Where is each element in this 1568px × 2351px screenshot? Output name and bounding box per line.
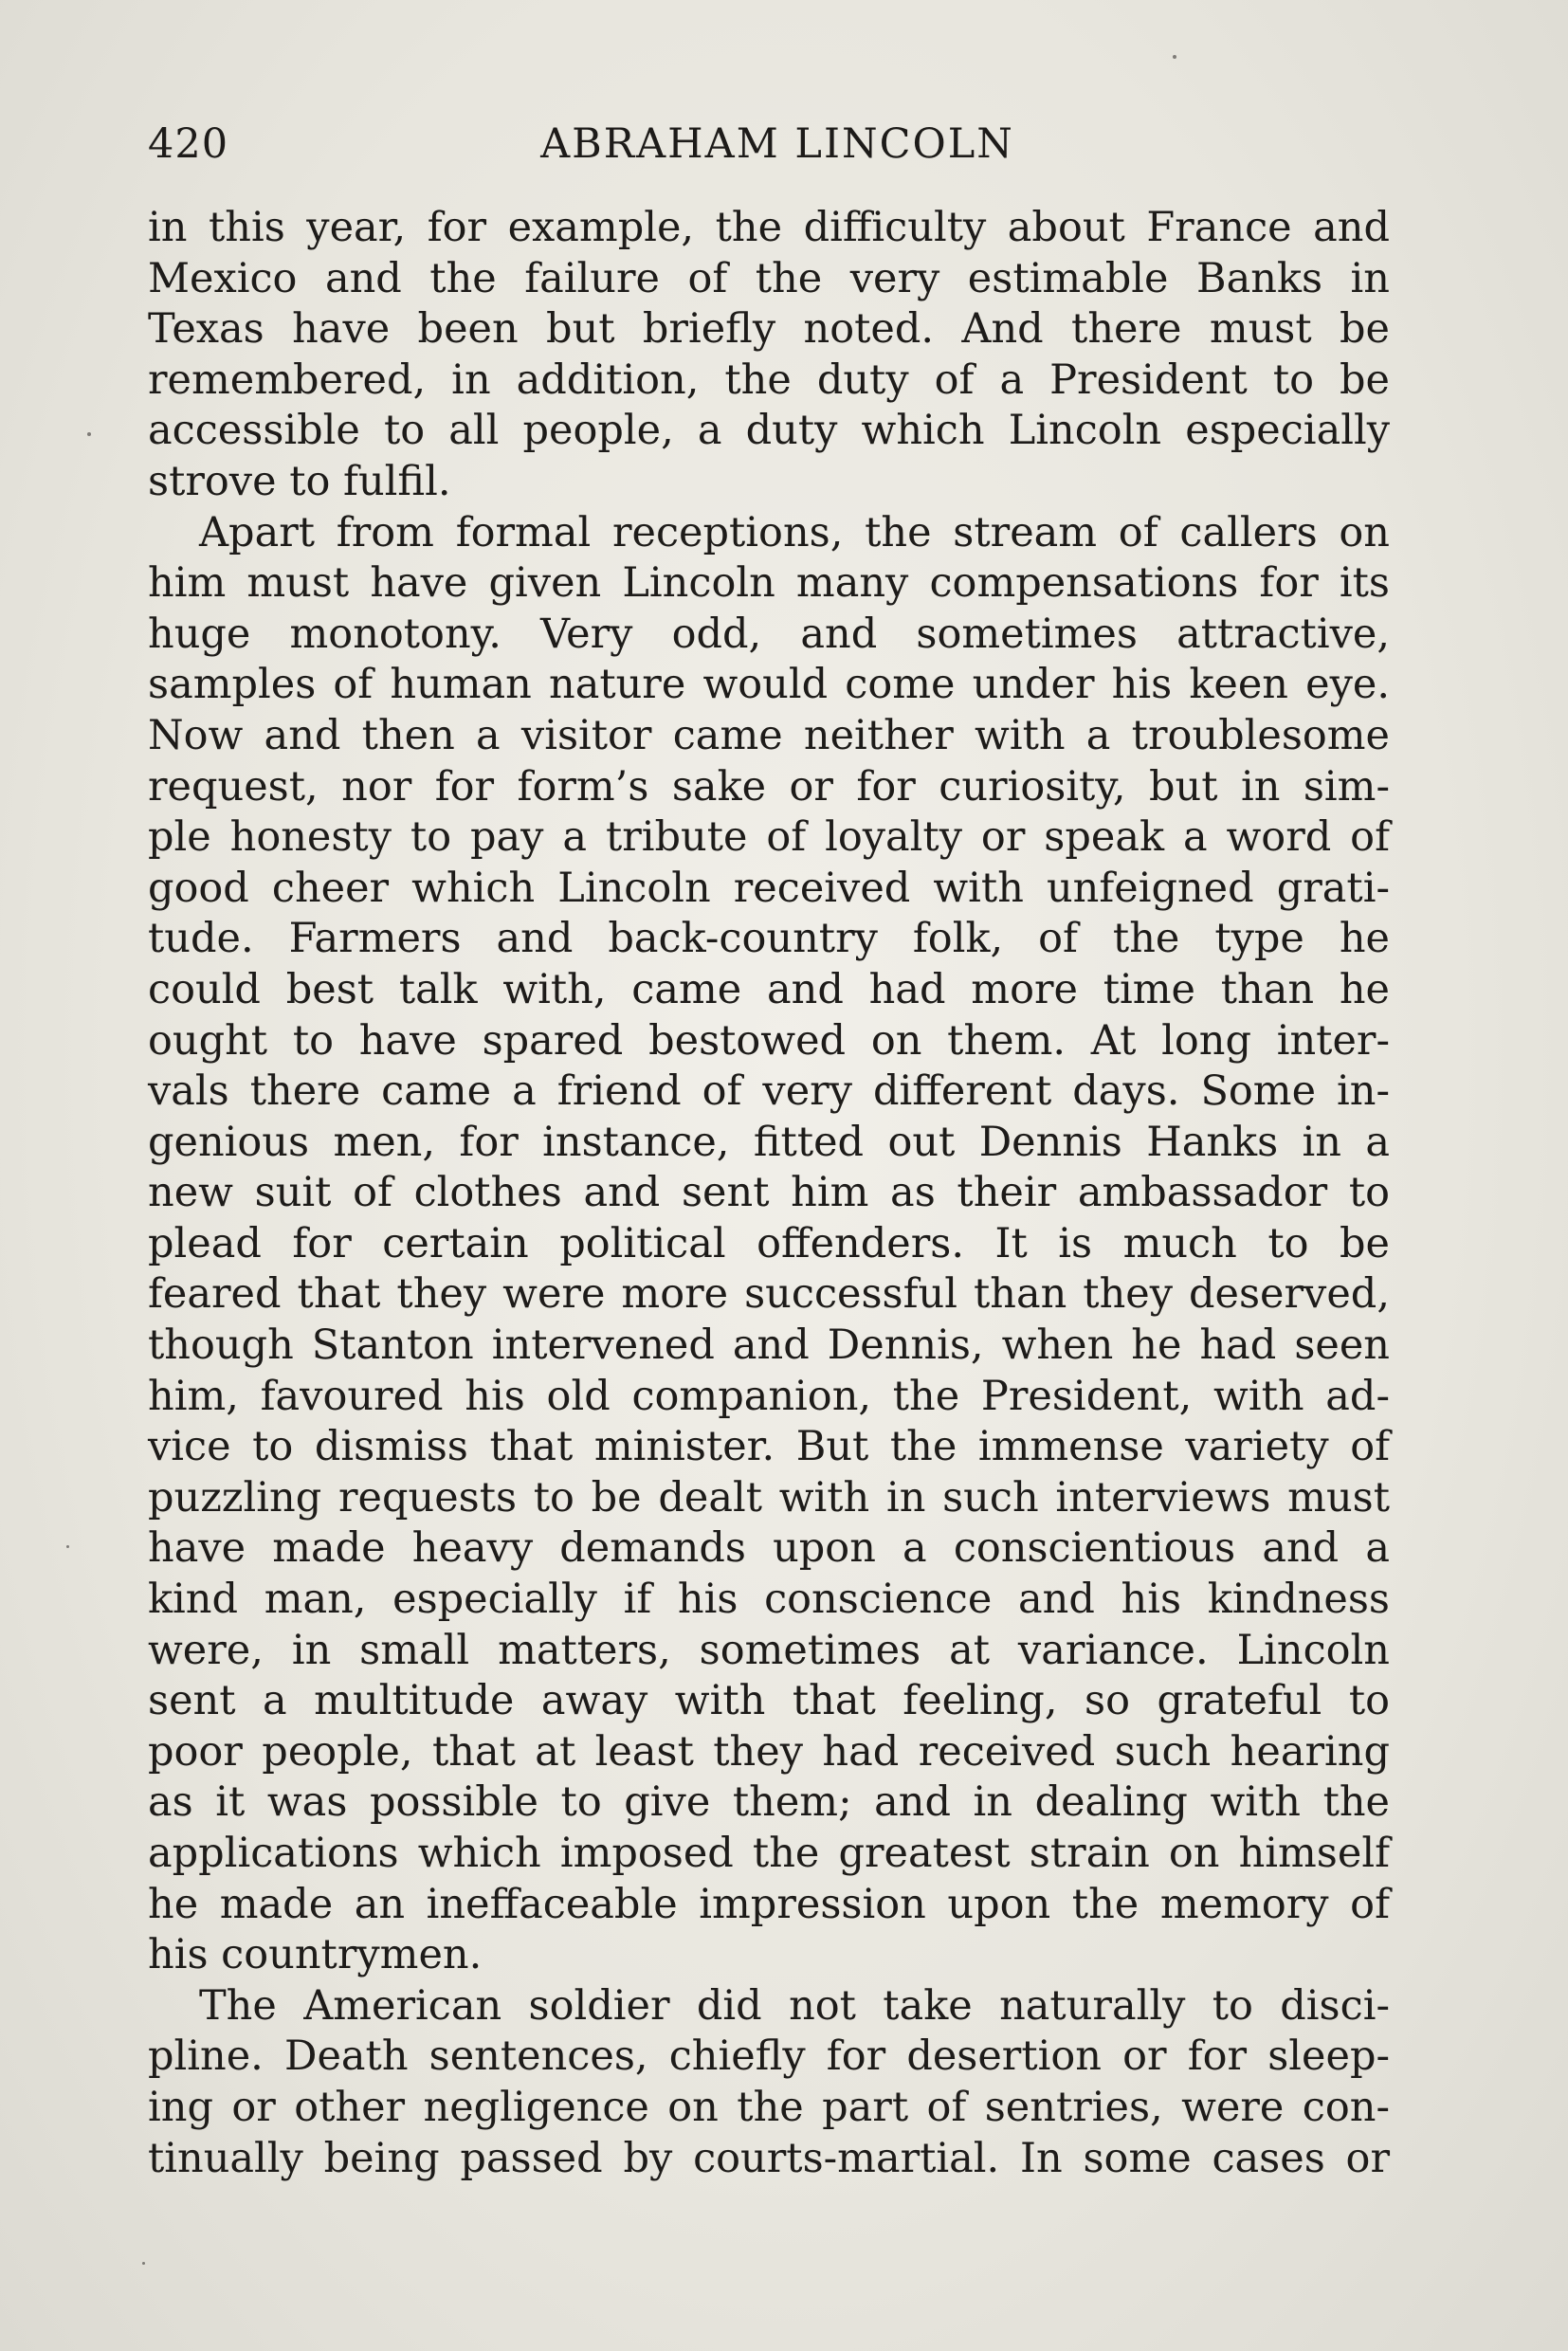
text-line: kind man, especially if his conscience and his kindness [148,1576,1390,1624]
text-line: tude. Farmers and back-country folk, of the type he [148,915,1390,963]
paragraph [148,508,1390,1981]
running-title: ABRAHAM LINCOLN [540,120,1014,168]
text-line: have made heavy demands upon a conscientious and a [148,1524,1390,1573]
paper-speck [1173,55,1176,59]
text-line: Now and then a visitor came neither with a troublesome [148,711,1390,759]
text-line: huge monotony. Very odd, and sometimes attractive, [148,610,1390,658]
paper-speck [142,2262,145,2265]
text-line: his countrymen. [148,1931,483,1979]
text-line: him must have given Lincoln many compensations for its [148,559,1390,608]
text-line: him, favoured his old companion, the President, with ad- [148,1372,1390,1420]
text-line: ple honesty to pay a tribute of loyalty or speak a word of [148,813,1390,862]
text-line: applications which imposed the greatest strain on himself [148,1830,1390,1877]
text-line: Mexico and the failure of the very estimable Banks in [148,254,1390,302]
text-line: accessible to all people, a duty which Lincoln especially [148,407,1390,455]
text-line: plead for certain political offenders. It is much to be [148,1219,1390,1267]
text-line: poor people, that at least they had received such hearing [148,1727,1390,1776]
text-line: Texas have been but briefly noted. And there must be [148,305,1390,354]
text-line: though Stanton intervened and Dennis, when he had seen [148,1321,1390,1370]
text-line: sent a multitude away with that feeling, so grateful to [148,1677,1390,1725]
paragraph [148,1981,1390,2184]
paper-speck [66,1545,69,1548]
paper-speck [87,432,91,436]
text-line: ought to have spared bestowed on them. At long inter- [148,1016,1390,1065]
text-line: vals there came a friend of very different days. Some in- [148,1067,1390,1116]
text-line: new suit of clothes and sent him as their ambassador to [148,1169,1390,1217]
text-line: as it was possible to give them; and in dealing with the [148,1778,1390,1827]
text-line: remembered, in addition, the duty of a President to be [148,355,1390,404]
text-line: in this year, for example, the difficulty about France and [148,204,1390,251]
page-number: 420 [148,120,229,168]
text-line: ing or other negligence on the part of sentries, were con- [148,2083,1390,2131]
text-line: good cheer which Lincoln received with unfeigned grati- [148,864,1390,912]
text-line: tinually being passed by courts-martial. In some cases or [148,2134,1390,2182]
text-line: Apart from formal receptions, the stream of callers on [199,508,1390,556]
text-line: feared that they were more successful than they deserved, [148,1270,1390,1319]
text-line: strove to fulfil. [148,457,451,505]
paragraph [148,203,1390,508]
text-line: The American soldier did not take naturally to disci- [199,1981,1390,2030]
running-head [148,116,1399,173]
text-line: puzzling requests to be dealt with in such interviews must [148,1473,1390,1522]
text-line: were, in small matters, sometimes at variance. Lincoln [148,1626,1390,1674]
text-line: genious men, for instance, fitted out Dennis Hanks in a [148,1118,1390,1166]
text-line: pline. Death sentences, chiefly for desertion or for sleep- [148,2032,1390,2081]
text-line: could best talk with, came and had more time than he [148,965,1390,1013]
text-line: vice to dismiss that minister. But the immense variety of [148,1423,1390,1471]
text-line: samples of human nature would come under his keen eye. [148,661,1390,709]
body-text [148,203,1390,2184]
text-line: he made an ineffaceable impression upon the memory of [148,1880,1390,1928]
text-line: request, nor for form’s sake or for curiosity, but in sim- [148,762,1390,811]
